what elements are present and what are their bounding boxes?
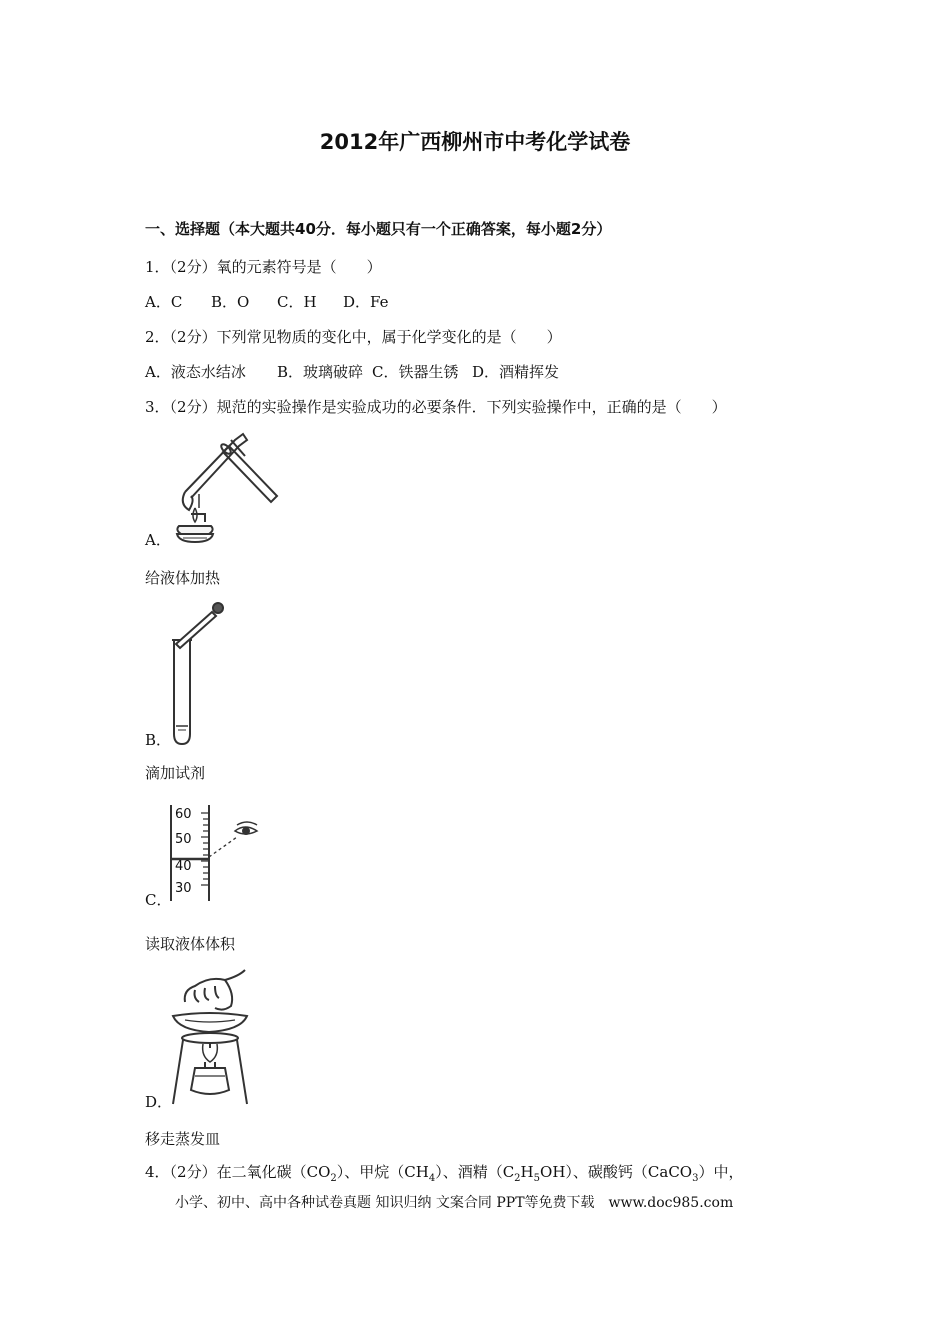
q1-option-d: D．Fe — [343, 293, 389, 311]
q3-option-c-label: C． — [145, 891, 172, 909]
q4-subscript: 2 — [514, 1173, 521, 1184]
q4-text-part: H — [520, 1163, 534, 1181]
dropper-figure — [168, 598, 230, 748]
question-2-options — [145, 361, 559, 382]
question-1-stem: 1．（2分）氧的元素符号是（ ） — [145, 258, 382, 276]
question-3-stem: 3．（2分）规范的实验操作是实验成功的必要条件．下列实验操作中，正确的是（ ） — [145, 398, 727, 416]
q1-option-c: C．H — [277, 293, 317, 311]
q1-option-a: A．C — [145, 293, 183, 311]
q1-option-b: B．O — [211, 293, 250, 311]
question-1-options — [145, 291, 389, 312]
q3-option-a-caption: 给液体加热 — [145, 569, 221, 587]
graduated-cylinder-figure — [165, 803, 265, 903]
q3-option-d-caption: 移走蒸发皿 — [145, 1130, 221, 1148]
q4-subscript: 5 — [533, 1173, 541, 1184]
q3-option-d-label: D． — [145, 1093, 173, 1111]
q4-text-part: OH）、碳酸钙（CaCO — [540, 1163, 693, 1181]
q3-option-b-caption: 滴加试剂 — [145, 764, 206, 782]
q4-subscript: 3 — [692, 1173, 699, 1184]
question-4-stem — [145, 1161, 743, 1184]
evaporating-dish-figure — [165, 966, 255, 1108]
q4-subscript: 2 — [330, 1173, 337, 1184]
q4-subscript: 4 — [428, 1173, 436, 1184]
q4-text-part: ）中， — [698, 1163, 744, 1181]
q3-option-c-caption: 读取液体体积 — [145, 935, 236, 953]
question-2-stem: 2．（2分）下列常见物质的变化中，属于化学变化的是（ ） — [145, 328, 562, 346]
section-heading: 一、选择题（本大题共40分．每小题只有一个正确答案，每小题2分） — [145, 220, 612, 238]
tick-label-40: 40 — [175, 859, 192, 874]
page-title: 2012年广西柳州市中考化学试卷 — [319, 130, 631, 154]
q3-option-b-label: B． — [145, 731, 172, 749]
q2-option-a: A．液态水结冰 — [145, 363, 246, 381]
tick-label-30: 30 — [175, 881, 192, 896]
tick-label-60: 60 — [175, 807, 192, 822]
footer-text: 小学、初中、高中各种试卷真题 知识归纳 文案合同 PPT等免费下载 www.doc985.com — [175, 1195, 734, 1211]
q2-option-d: D．酒精挥发 — [472, 363, 560, 381]
heating-liquid-figure — [165, 430, 285, 548]
q3-option-a-label: A． — [145, 531, 171, 549]
q4-text-part: ）、甲烷（CH — [336, 1163, 429, 1181]
q2-option-c: C．铁器生锈 — [372, 363, 459, 381]
q2-option-b: B．玻璃破碎 — [277, 363, 364, 381]
q4-text-part: ）、酒精（C — [435, 1163, 515, 1181]
q4-text-part: 4．（2分）在二氧化碳（CO — [145, 1163, 331, 1181]
tick-label-50: 50 — [175, 832, 192, 847]
